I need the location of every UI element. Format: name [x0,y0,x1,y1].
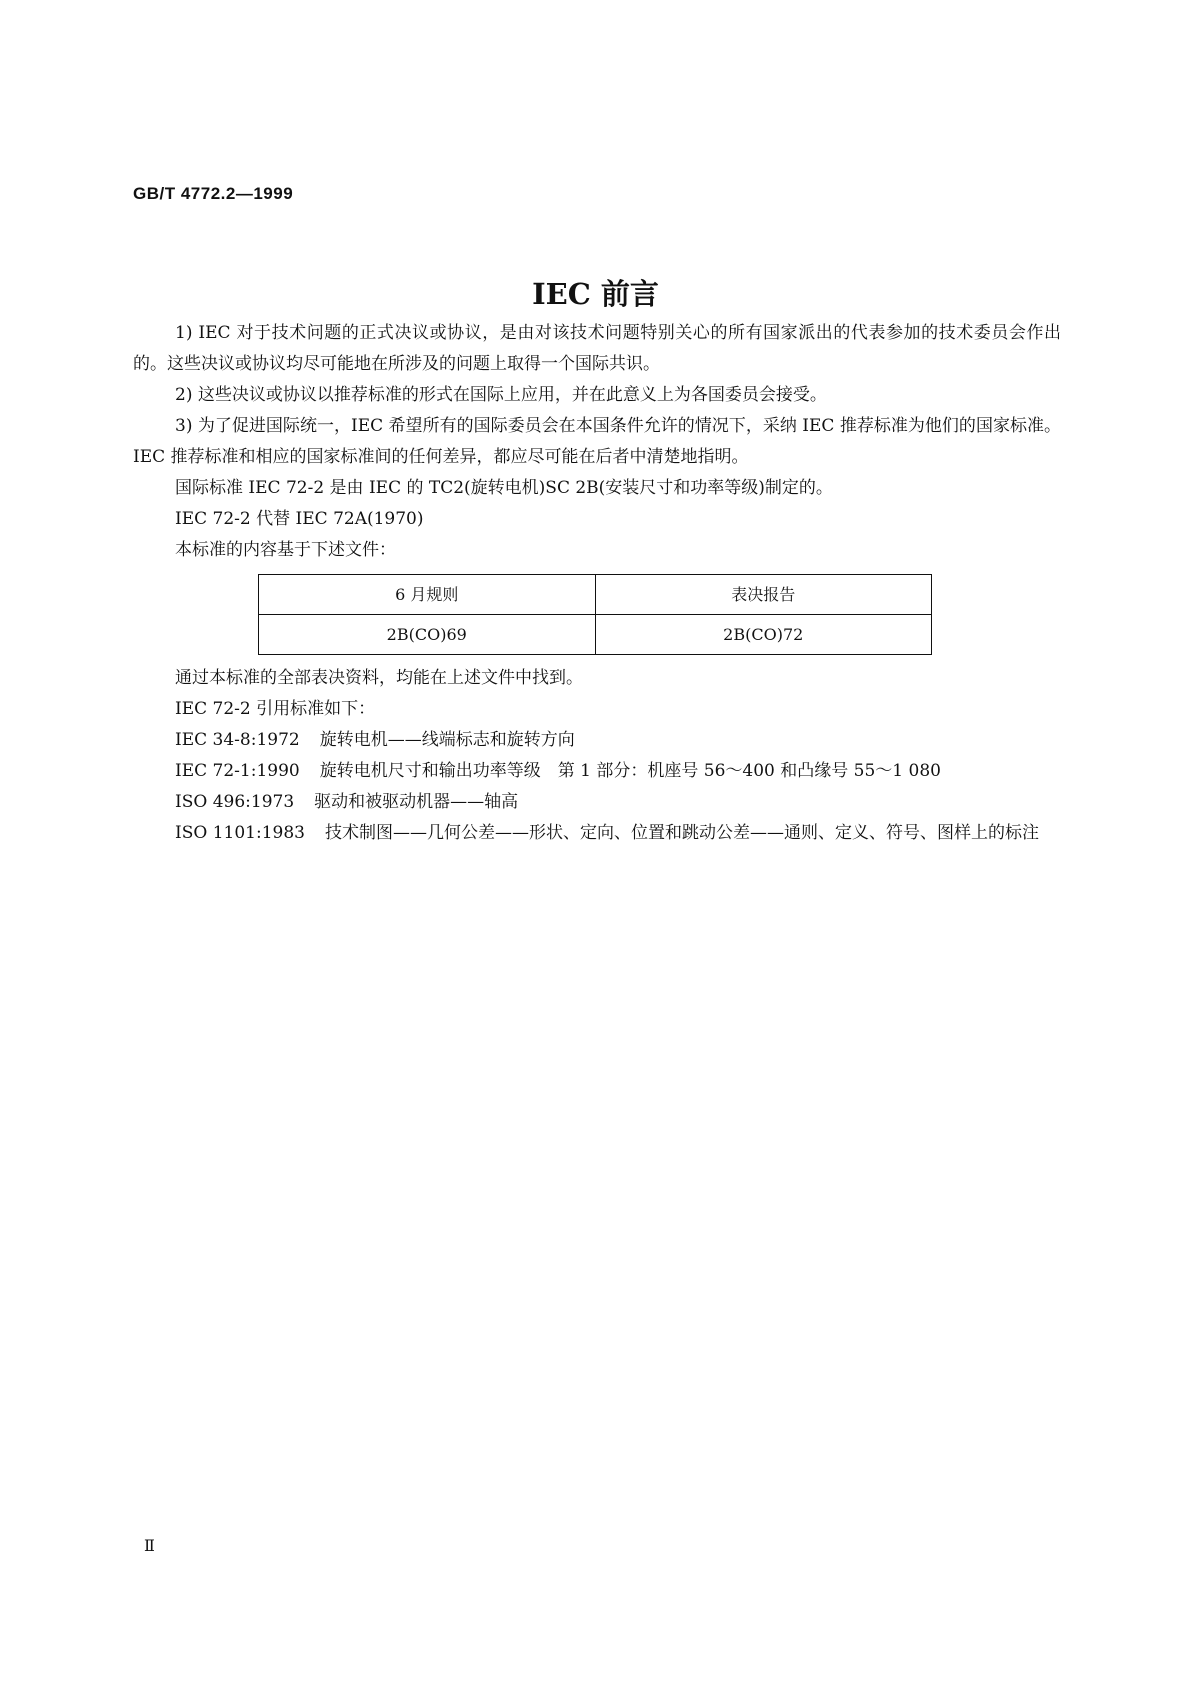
paragraph-3: 3) 为了促进国际统一，IEC 希望所有的国际委员会在本国条件允许的情况下，采纳 IEC 推荐标准为他们的国家标准。IEC 推荐标准和相应的国家标准间的任何差异，都应尽可能在后者中清楚地指明。 [133,416,1061,467]
table-header-cell: 表决报告 [595,575,932,615]
foreword-body [133,318,1061,849]
reference-title: 旋转电机尺寸和输出功率等级 第 1 部分：机座号 56～400 和凸缘号 55～1 080 [319,761,941,781]
paragraph-1: 1) IEC 对于技术问题的正式决议或协议，是由对该技术问题特别关心的所有国家派出的代表参加的技术委员会作出的。这些决议或协议均尽可能地在所涉及的问题上取得一个国际共识。 [133,323,1061,374]
table-header-row [259,575,932,615]
page-number: Ⅱ [144,1536,155,1555]
document-table [258,574,932,655]
table-header-cell: 6 月规则 [259,575,596,615]
reference-code: IEC 72-1:1990 [175,761,300,781]
reference-item [175,787,1061,818]
reference-code: ISO 1101:1983 [175,823,305,843]
reference-title: 技术制图——几何公差——形状、定向、位置和跳动公差——通则、定义、符号、图样上的标注 [324,823,1039,843]
reference-title: 旋转电机——线端标志和旋转方向 [319,730,575,750]
paragraph-after-table-2: IEC 72-2 引用标准如下： [175,699,376,719]
table-row [259,615,932,655]
paragraph-6: 本标准的内容基于下述文件： [175,540,396,560]
paragraph-4: 国际标准 IEC 72-2 是由 IEC 的 TC2(旋转电机)SC 2B(安装尺寸和功率等级)制定的。 [175,478,833,498]
standard-code: GB/T 4772.2—1999 [133,184,294,203]
table-cell: 2B(CO)69 [259,615,596,655]
table-cell: 2B(CO)72 [595,615,932,655]
reference-item [175,725,1061,756]
reference-title: 驱动和被驱动机器——轴高 [314,792,519,812]
paragraph-after-table-1: 通过本标准的全部表决资料，均能在上述文件中找到。 [175,668,583,688]
paragraph-2: 2) 这些决议或协议以推荐标准的形式在国际上应用，并在此意义上为各国委员会接受。 [175,385,827,405]
paragraph-5: IEC 72-2 代替 IEC 72A(1970) [175,509,424,529]
reference-code: ISO 496:1973 [175,792,295,812]
reference-code: IEC 34-8:1972 [175,730,300,750]
reference-item [175,818,1061,849]
reference-item [175,756,1061,787]
page-title: IEC 前言 [532,277,659,311]
